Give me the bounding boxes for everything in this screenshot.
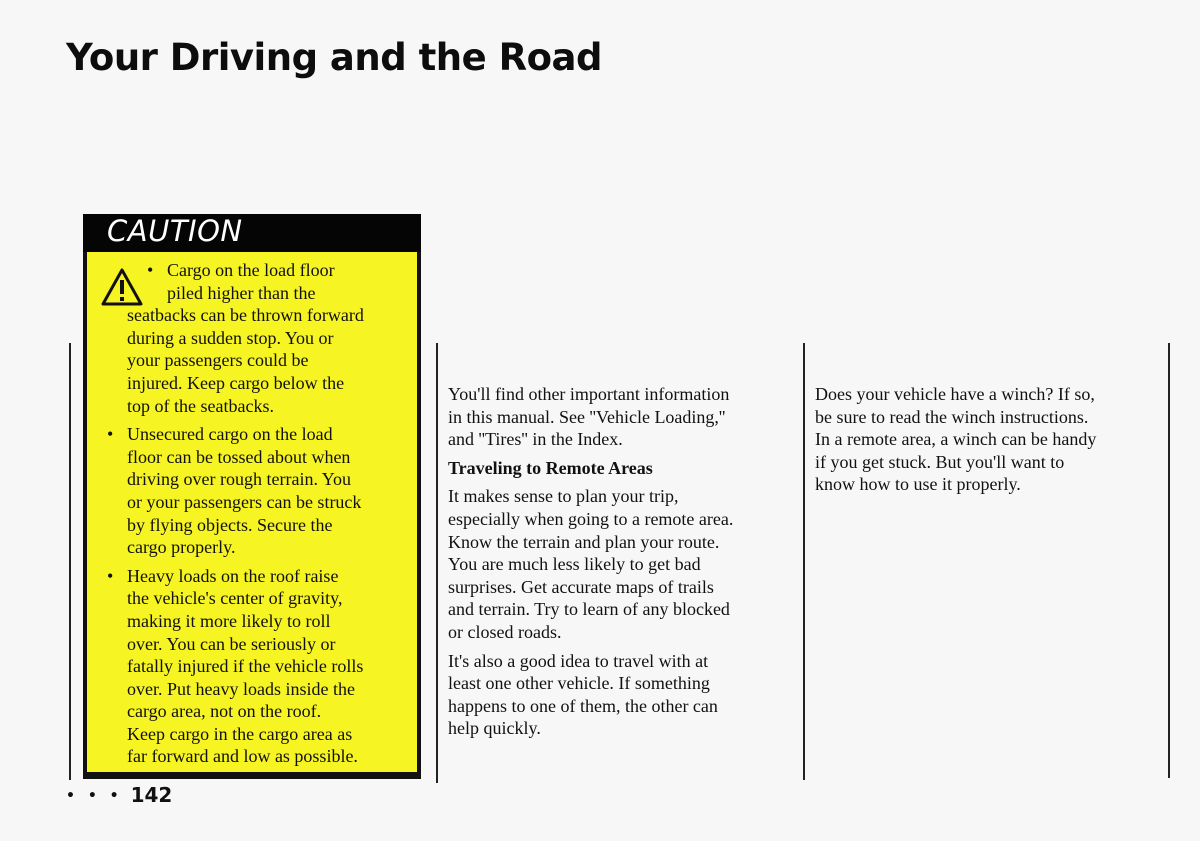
caution-header <box>83 214 421 252</box>
caution-item: • Unsecured cargo on the load floor can be tossed about when driving over rough terrain. You or your passengers can be struck by flying objects. Secure the cargo properly. <box>107 424 362 558</box>
right-column <box>815 383 1160 496</box>
column-divider-left <box>69 343 71 780</box>
winch-paragraph: Does your vehicle have a winch? If so, be sure to read the winch instructions. In a remote area, a winch can be handy if you get stuck. But you'll want to know how to use it properly. <box>815 384 1097 495</box>
column-divider-far-right <box>1168 343 1170 778</box>
caution-item: • Heavy loads on the roof raise the vehicle's center of gravity, making it more likely to roll over. You can be seriously or fatally injured if the vehicle rolls over. Put heavy loads inside the cargo area, not on the roof. Keep cargo in the cargo area as far forward and low as possible. <box>107 565 364 767</box>
remote-areas-paragraph: It makes sense to plan your trip, especially when going to a remote area. Know the terrain and plan your route. You are much less likely to get bad surprises. Get accurate maps of trails and terrain. Try to learn of any blocked or closed roads. <box>448 486 734 642</box>
page-title: Your Driving and the Road <box>66 36 602 79</box>
section-heading: Traveling to Remote Areas <box>448 457 653 478</box>
caution-text <box>107 259 417 768</box>
page-marker-dots: • • • <box>66 788 123 804</box>
caution-heading: CAUTION <box>107 214 243 248</box>
bullet-icon: • <box>147 260 154 280</box>
travel-companion-paragraph: It's also a good idea to travel with at least one other vehicle. If something happens to one of them, the other can help quickly. <box>448 650 718 739</box>
column-divider-center <box>436 343 438 783</box>
column-divider-right <box>803 343 805 780</box>
intro-paragraph: You'll find other important information in this manual. See ''Vehicle Loading,'' and ''Tires'' in the Index. <box>448 384 730 450</box>
caution-item: • Cargo on the load floor piled higher than the seatbacks can be thrown forward during a sudden stop. You or your passengers could be injured. Keep cargo below the top of the seatbacks. <box>127 260 364 416</box>
middle-column <box>448 383 793 740</box>
bullet-icon: • <box>107 424 114 445</box>
caution-body <box>87 252 417 772</box>
page-number: 142 <box>130 783 173 807</box>
bullet-icon: • <box>107 565 114 586</box>
page-footer <box>66 783 172 807</box>
caution-box <box>83 214 421 779</box>
